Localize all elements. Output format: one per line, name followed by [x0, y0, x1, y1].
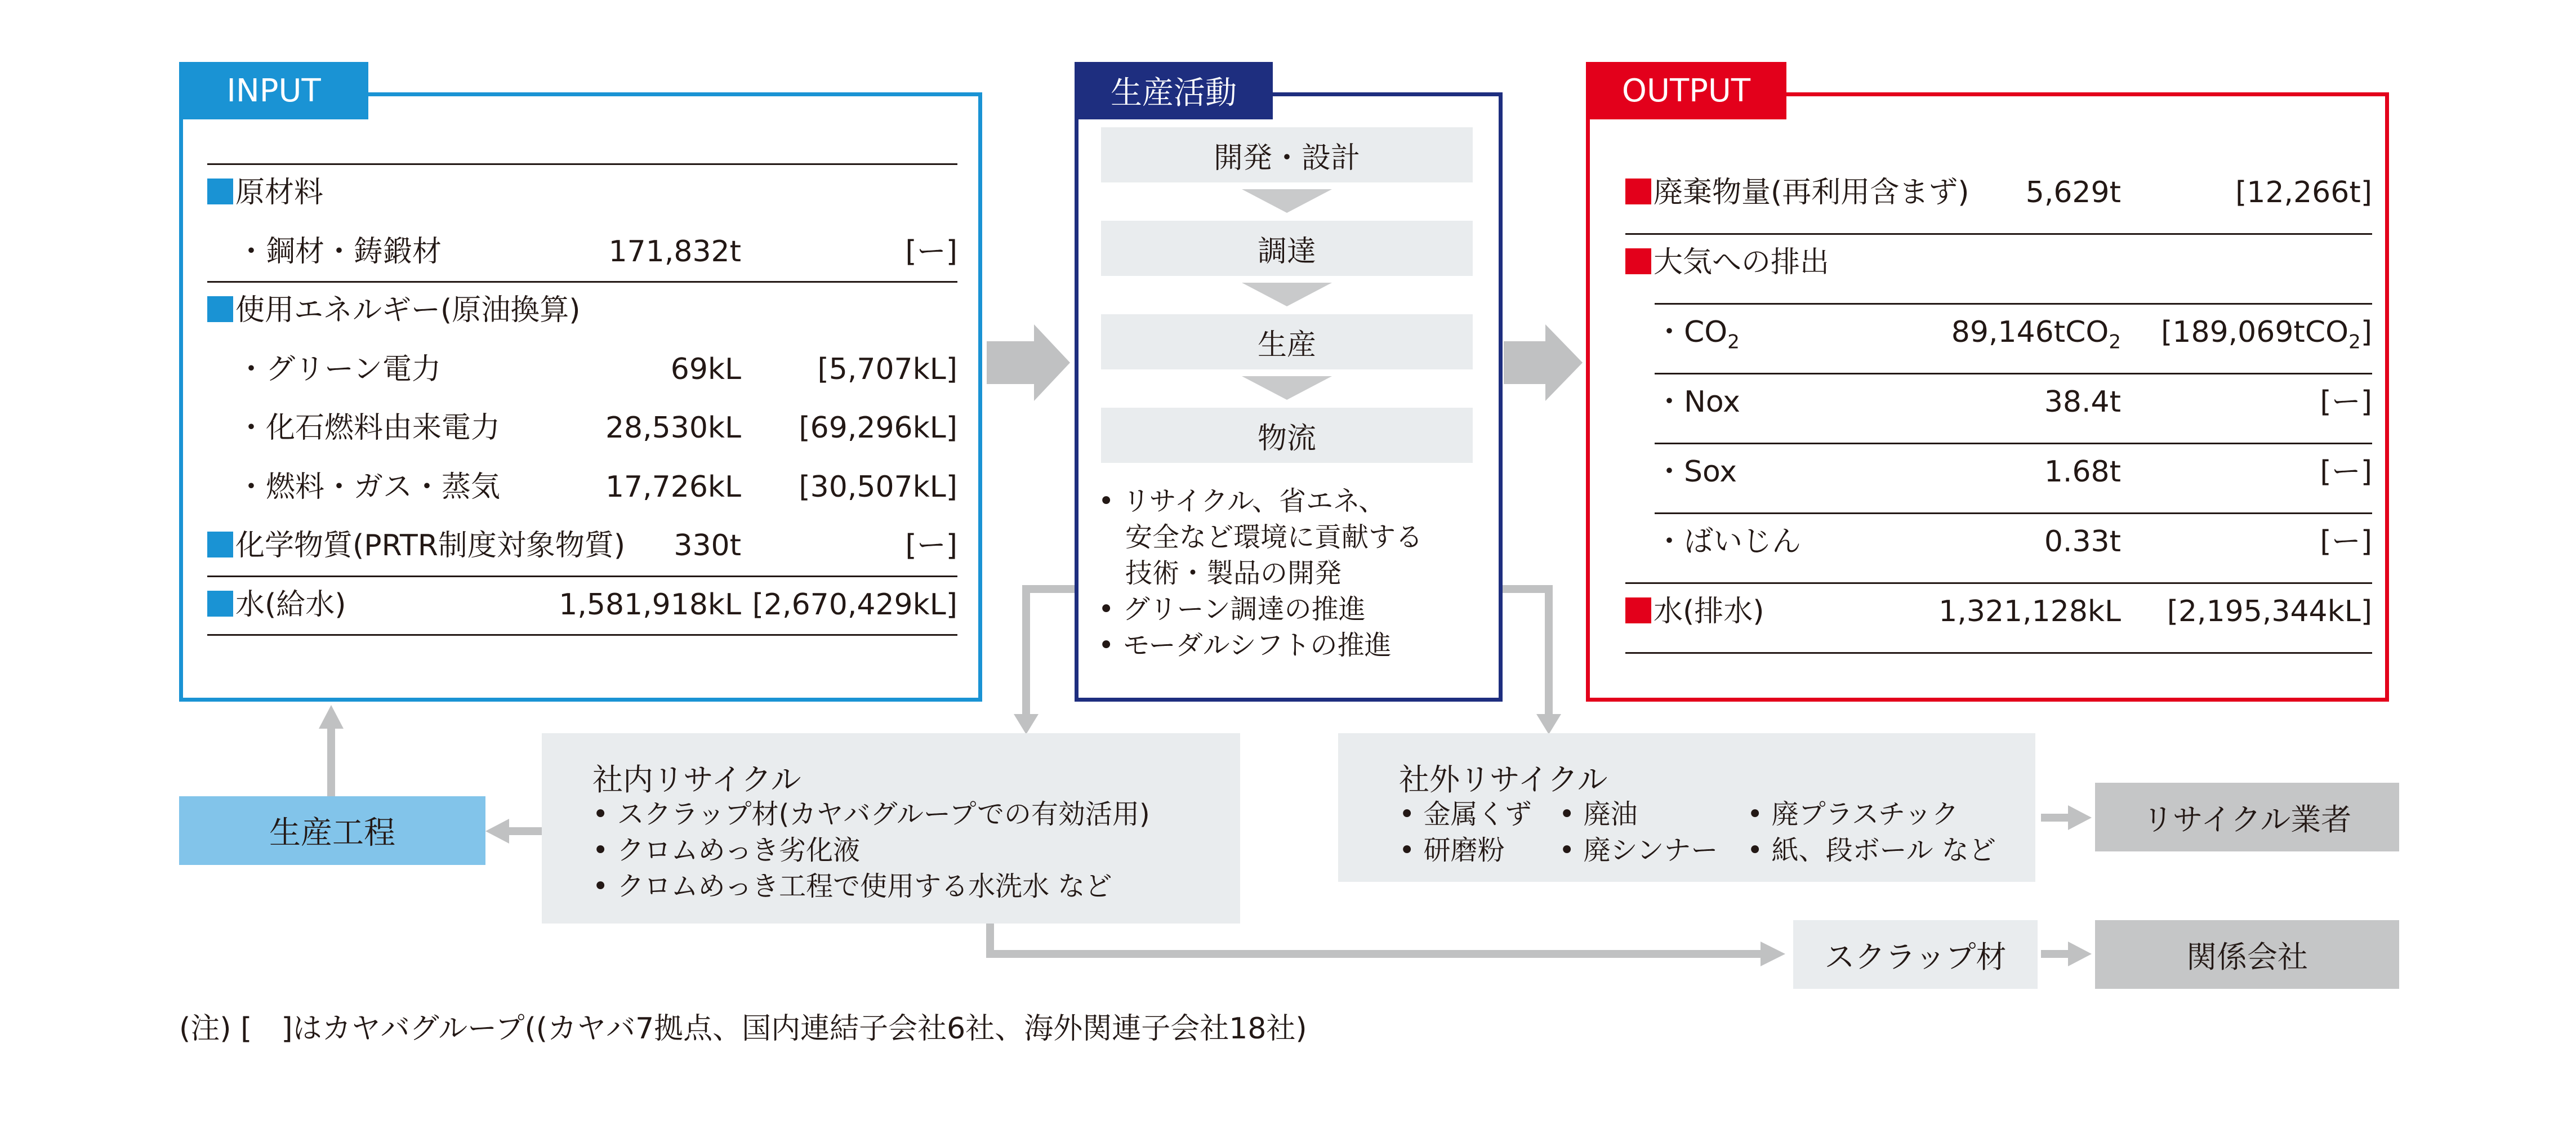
input-row-value: 69kL	[670, 352, 741, 386]
external-recycle-item: • 廃プラスチック	[1747, 799, 1959, 830]
recycler-label: リサイクル業者	[2142, 801, 2352, 837]
input-row-group-value: [30,507kL]	[799, 470, 957, 504]
input-row-label: 水(給水)	[207, 577, 346, 633]
output-row-group-value: [12,266t]	[2235, 176, 2372, 209]
affiliate-label: 関係会社	[2186, 939, 2308, 975]
output-row-value: 1.68t	[2044, 455, 2121, 489]
input-row-value: 1,581,918kL	[559, 587, 741, 622]
output-row-label: ・Sox	[1655, 455, 1737, 489]
input-row-label: 原材料	[207, 164, 323, 221]
external-recycle-col2	[1559, 796, 1718, 868]
output-row-label: 大気への排出	[1625, 234, 1829, 291]
input-tag: INPUT	[179, 62, 368, 119]
external-recycle-col1	[1399, 796, 1532, 868]
output-row-group-value: [ー]	[2320, 385, 2372, 419]
input-row-label: ・鋼材・鋳鍛材	[237, 234, 442, 269]
input-row-group-value: [ー]	[905, 234, 957, 269]
step-procurement: 調達	[1101, 221, 1473, 276]
output-row-value: 38.4t	[2044, 385, 2121, 419]
output-row-value: 1,321,128kL	[1938, 595, 2121, 628]
external-recycle-item: • 研磨粉	[1399, 835, 1505, 866]
scrap-box	[1793, 920, 2038, 989]
arrow-production-to-internal	[1026, 589, 1075, 716]
input-row-label: 使用エネルギー(原油換算)	[207, 282, 581, 338]
output-row-group-value: [ー]	[2320, 455, 2372, 489]
output-row-label: 水(排水)	[1625, 583, 1764, 640]
affiliate-box	[2095, 920, 2399, 989]
input-row-group-value: [2,670,429kL]	[752, 587, 957, 622]
input-row-group-value: [5,707kL]	[817, 352, 957, 386]
external-recycle-title: 社外リサイクル	[1399, 762, 1608, 797]
output-row-label: ・Nox	[1655, 385, 1740, 419]
production-bullet: • モーダルシフトの推進	[1098, 630, 1392, 661]
output-row-label: ・ばいじん	[1655, 525, 1802, 559]
external-recycle-item: • 金属くず	[1399, 799, 1532, 830]
production-bullet: • グリーン調達の推進	[1098, 594, 1366, 625]
arrow-production-to-external	[1503, 589, 1549, 716]
production-process-label: 生産工程	[269, 815, 395, 851]
production-bullet: 安全など環境に貢献する	[1098, 521, 1423, 553]
step-production: 生産	[1101, 314, 1473, 369]
input-row-value: 330t	[674, 529, 741, 563]
recycler-box	[2095, 783, 2399, 851]
input-row-value: 17,726kL	[605, 470, 741, 504]
output-row-value: 0.33t	[2044, 525, 2121, 559]
footnote: (注) [ ]はカヤバグループ((カヤバ7拠点、国内連結子会社6社、海外関連子会社18社)	[179, 1012, 1307, 1046]
scrap-label: スクラップ材	[1824, 939, 2007, 975]
production-bullet: • リサイクル、省エネ、	[1098, 485, 1386, 517]
arrow-production-to-output	[1504, 324, 1583, 401]
output-row-value: 89,146tCO$_2$	[1951, 315, 2121, 354]
step-logistics: 物流	[1101, 408, 1473, 463]
production-bullet: 技術・製品の開発	[1098, 557, 1342, 589]
arrow-input-to-production	[987, 324, 1070, 401]
output-row-value: 5,629t	[2025, 176, 2121, 209]
internal-recycle-item: • クロムめっき劣化液	[592, 835, 861, 866]
internal-recycle-box	[542, 733, 1240, 924]
internal-recycle-list	[592, 796, 1150, 904]
input-row-label: ・化石燃料由来電力	[237, 411, 501, 445]
input-row-value: 28,530kL	[605, 411, 741, 445]
external-recycle-col3	[1747, 796, 1996, 868]
external-recycle-item: • 廃油	[1559, 799, 1638, 830]
production-tag: 生産活動	[1075, 62, 1273, 119]
input-row-label: 化学物質(PRTR制度対象物質)	[207, 518, 625, 574]
external-recycle-item: • 廃シンナー	[1559, 835, 1718, 866]
output-tag: OUTPUT	[1586, 62, 1786, 119]
output-row-label: ・$CO_2$	[1655, 315, 1740, 354]
input-row-group-value: [ー]	[905, 529, 957, 563]
step-design: 開発・設計	[1101, 127, 1473, 182]
output-row-group-value: [2,195,344kL]	[2167, 595, 2372, 628]
input-row-label: ・燃料・ガス・蒸気	[237, 470, 501, 504]
internal-recycle-item: • クロムめっき工程で使用する水洗水 など	[592, 871, 1112, 902]
external-recycle-box	[1338, 733, 2035, 882]
production-process-box	[179, 796, 485, 865]
input-row-label: ・グリーン電力	[237, 352, 441, 386]
arrow-internal-to-scrap	[990, 924, 1763, 954]
output-row-group-value: [ー]	[2320, 525, 2372, 559]
input-row-group-value: [69,296kL]	[799, 411, 957, 445]
internal-recycle-title: 社内リサイクル	[592, 762, 801, 797]
output-row-label: 廃棄物量(再利用含まず)	[1625, 164, 1969, 221]
external-recycle-item: • 紙、段ボール など	[1747, 835, 1996, 866]
internal-recycle-item: • スクラップ材(カヤバグループでの有効活用)	[592, 799, 1150, 830]
input-row-value: 171,832t	[608, 234, 741, 269]
output-row-group-value: [189,069tCO$_2$]	[2161, 315, 2372, 354]
